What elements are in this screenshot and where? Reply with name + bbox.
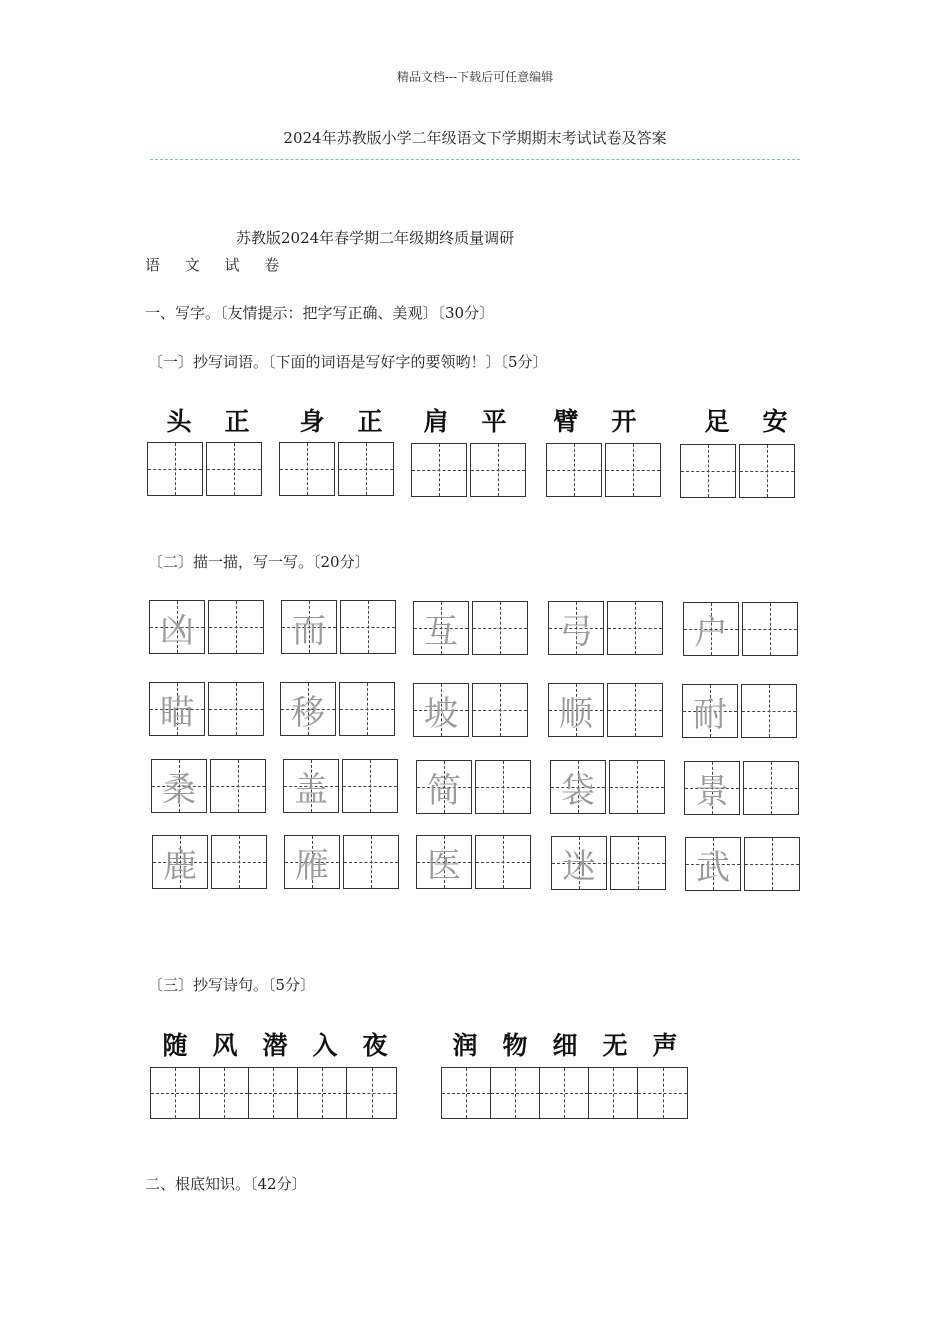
document-title: 2024年苏教版小学二年级语文下学期期末考试试卷及答案	[283, 129, 667, 147]
poem-char: 物	[502, 1031, 528, 1060]
grid-cell[interactable]	[211, 835, 267, 889]
trace-grid	[281, 600, 399, 654]
grid-cell[interactable]	[343, 835, 399, 889]
trace-char: 医	[427, 845, 461, 886]
trace-char: 弓	[559, 611, 593, 652]
grid-cell[interactable]	[470, 443, 526, 497]
trace-grid	[284, 835, 402, 889]
trace-cell[interactable]	[413, 601, 469, 655]
section-2-title: 二、根底知识。〔42分〕	[145, 1175, 307, 1193]
word-group-4-chars	[537, 402, 653, 438]
poem-char: 细	[552, 1031, 578, 1060]
trace-grid	[550, 760, 668, 814]
model-char: 臂	[553, 407, 579, 436]
dashed-divider	[150, 159, 800, 160]
word-group-5-chars	[688, 402, 804, 438]
poem-grid-2	[441, 1067, 688, 1119]
grid-cell[interactable]	[206, 442, 262, 496]
writing-grid	[411, 443, 529, 497]
grid-cell[interactable]	[210, 759, 266, 813]
grid-cell[interactable]	[249, 1068, 298, 1118]
grid-cell[interactable]	[208, 682, 264, 736]
trace-cell[interactable]	[280, 682, 336, 736]
trace-char: 桑	[162, 769, 196, 810]
grid-cell[interactable]	[411, 443, 467, 497]
grid-cell[interactable]	[638, 1068, 687, 1118]
trace-cell[interactable]	[685, 837, 741, 891]
poem-char: 无	[602, 1031, 628, 1060]
grid-cell[interactable]	[607, 601, 663, 655]
grid-cell[interactable]	[472, 683, 528, 737]
trace-cell[interactable]	[416, 835, 472, 889]
grid-cell[interactable]	[442, 1068, 491, 1118]
word-group-2-chars	[283, 402, 399, 438]
trace-cell[interactable]	[284, 835, 340, 889]
trace-grid	[152, 835, 270, 889]
grid-cell[interactable]	[208, 600, 264, 654]
poem-line-2-chars	[440, 1026, 690, 1062]
trace-char: 而	[292, 610, 326, 651]
trace-char: 凶	[160, 610, 194, 651]
trace-grid	[685, 837, 803, 891]
writing-grid	[546, 443, 664, 497]
grid-cell[interactable]	[147, 442, 203, 496]
header-note: 精品文档---下载后可任意编辑	[396, 70, 554, 84]
grid-cell[interactable]	[338, 442, 394, 496]
trace-cell[interactable]	[416, 760, 472, 814]
model-char: 身	[299, 407, 325, 436]
trace-grid	[416, 760, 534, 814]
grid-cell[interactable]	[200, 1068, 249, 1118]
part-1-title: 〔一〕抄写词语。〔下面的词语是写好字的要领哟！〕〔5分〕	[148, 353, 548, 371]
trace-grid	[551, 836, 669, 890]
grid-cell[interactable]	[609, 760, 665, 814]
trace-grid	[283, 759, 401, 813]
trace-char: 户	[694, 612, 728, 653]
grid-cell[interactable]	[475, 835, 531, 889]
poem-char: 润	[452, 1031, 478, 1060]
grid-cell[interactable]	[491, 1068, 540, 1118]
grid-cell[interactable]	[589, 1068, 638, 1118]
grid-cell[interactable]	[610, 836, 666, 890]
trace-cell[interactable]	[551, 836, 607, 890]
model-char: 正	[224, 407, 250, 436]
trace-cell[interactable]	[283, 759, 339, 813]
trace-cell[interactable]	[149, 600, 205, 654]
trace-char: 耐	[693, 694, 727, 735]
grid-cell[interactable]	[680, 444, 736, 498]
trace-char: 互	[424, 611, 458, 652]
trace-grid	[548, 601, 666, 655]
trace-grid	[151, 759, 269, 813]
writing-grid	[279, 442, 397, 496]
grid-cell[interactable]	[744, 837, 800, 891]
trace-grid	[684, 761, 802, 815]
trace-char: 盖	[294, 769, 328, 810]
trace-char: 雁	[295, 845, 329, 886]
trace-cell[interactable]	[550, 760, 606, 814]
grid-cell[interactable]	[340, 600, 396, 654]
exam-subtitle: 苏教版2024年春学期二年级期终质量调研	[236, 229, 515, 247]
grid-cell[interactable]	[540, 1068, 589, 1118]
trace-char: 景	[695, 771, 729, 812]
trace-char: 坡	[424, 693, 458, 734]
word-group-1-chars	[150, 402, 266, 438]
trace-grid	[548, 683, 666, 737]
model-char: 正	[357, 407, 383, 436]
poem-char: 夜	[362, 1031, 388, 1060]
grid-cell[interactable]	[342, 759, 398, 813]
word-group-3-chars	[407, 402, 523, 438]
part-2-title: 〔二〕描一描，写一写。〔20分〕	[148, 553, 370, 571]
poem-line-1-chars	[150, 1026, 400, 1062]
model-char: 安	[762, 407, 788, 436]
grid-cell[interactable]	[151, 1068, 200, 1118]
model-char: 足	[704, 407, 730, 436]
poem-char: 潜	[262, 1031, 288, 1060]
trace-char: 鹿	[163, 845, 197, 886]
paper-name: 语 文 试 卷	[145, 256, 290, 274]
poem-char: 随	[162, 1031, 188, 1060]
grid-cell[interactable]	[546, 443, 602, 497]
trace-cell[interactable]	[281, 600, 337, 654]
trace-grid	[413, 601, 531, 655]
grid-cell[interactable]	[298, 1068, 347, 1118]
trace-char: 顺	[559, 693, 593, 734]
trace-char: 瞄	[160, 692, 194, 733]
grid-cell[interactable]	[743, 761, 799, 815]
trace-cell[interactable]	[548, 601, 604, 655]
grid-cell[interactable]	[607, 683, 663, 737]
trace-cell[interactable]	[413, 683, 469, 737]
trace-cell[interactable]	[152, 835, 208, 889]
grid-cell[interactable]	[279, 442, 335, 496]
writing-grid	[147, 442, 265, 496]
trace-cell[interactable]	[151, 759, 207, 813]
poem-char: 入	[312, 1031, 338, 1060]
section-1-title: 一、写字。〔友情提示：把字写正确、美观〕〔30分〕	[145, 304, 495, 322]
trace-grid	[682, 684, 800, 738]
model-char: 平	[481, 407, 507, 436]
poem-char: 风	[212, 1031, 238, 1060]
writing-grid	[680, 444, 798, 498]
trace-grid	[683, 602, 801, 656]
trace-char: 简	[427, 770, 461, 811]
trace-grid	[280, 682, 398, 736]
grid-cell[interactable]	[347, 1068, 396, 1118]
trace-grid	[149, 600, 267, 654]
trace-char: 袋	[561, 770, 595, 811]
grid-cell[interactable]	[472, 601, 528, 655]
trace-cell[interactable]	[149, 682, 205, 736]
grid-cell[interactable]	[475, 760, 531, 814]
trace-grid	[149, 682, 267, 736]
part-3-title: 〔三〕抄写诗句。〔5分〕	[148, 976, 316, 994]
grid-cell[interactable]	[605, 443, 661, 497]
grid-cell[interactable]	[742, 602, 798, 656]
grid-cell[interactable]	[339, 682, 395, 736]
model-char: 开	[611, 407, 637, 436]
trace-char: 迷	[562, 846, 596, 887]
trace-char: 武	[696, 847, 730, 888]
trace-char: 移	[291, 692, 325, 733]
trace-grid	[416, 835, 534, 889]
model-char: 肩	[423, 407, 449, 436]
trace-grid	[413, 683, 531, 737]
model-char: 头	[166, 407, 192, 436]
grid-cell[interactable]	[739, 444, 795, 498]
trace-cell[interactable]	[548, 683, 604, 737]
trace-cell[interactable]	[682, 684, 738, 738]
grid-cell[interactable]	[741, 684, 797, 738]
trace-cell[interactable]	[683, 602, 739, 656]
poem-char: 声	[652, 1031, 678, 1060]
trace-cell[interactable]	[684, 761, 740, 815]
poem-grid-1	[150, 1067, 397, 1119]
